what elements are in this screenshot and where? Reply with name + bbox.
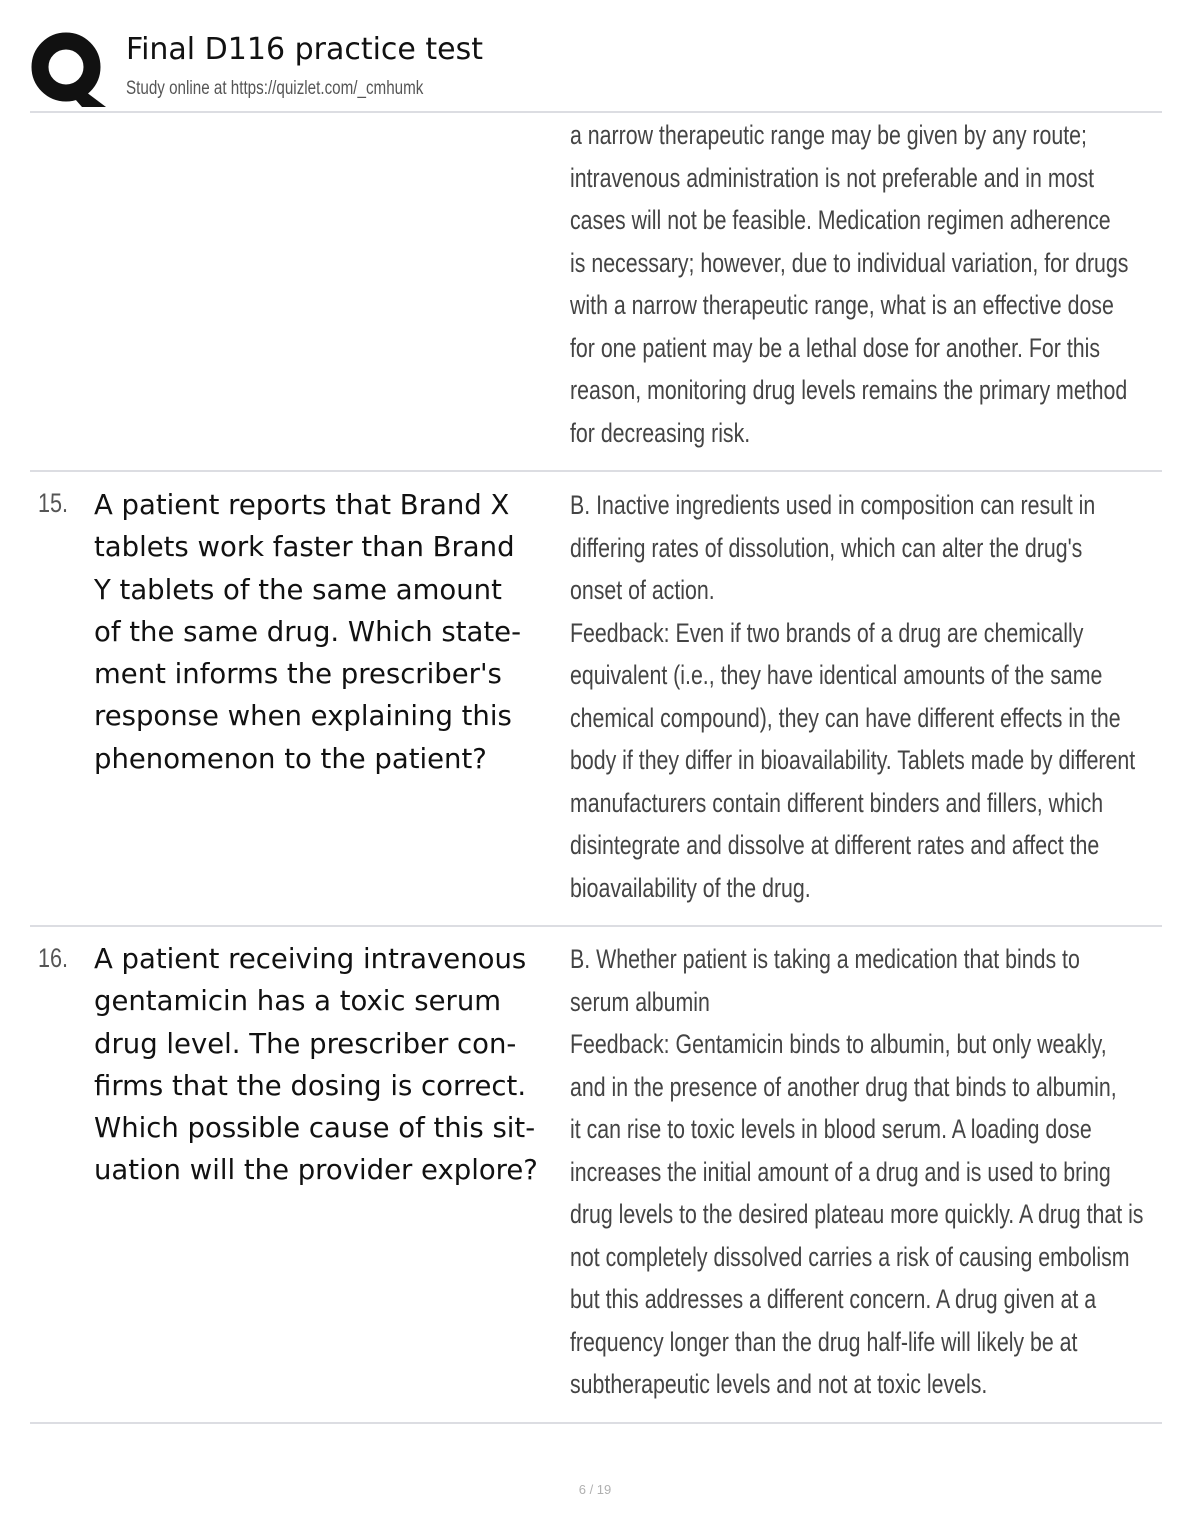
answer-line: with a narrow therapeutic range, what is an effective dose	[570, 290, 1114, 320]
divider	[30, 925, 1162, 927]
answer-line: but this addresses a different concern. A drug given at a	[570, 1284, 1097, 1314]
answer-line: for decreasing risk.	[570, 417, 751, 448]
question-line: of the same drug. Which state-	[94, 615, 522, 648]
question-number: 16.	[38, 943, 69, 973]
question-text	[94, 484, 564, 780]
answer-line: not completely dissolved carries a risk of causing embolism	[570, 1241, 1130, 1272]
question-line: phenomenon to the patient?	[94, 742, 487, 775]
question-line: ment informs the prescriber's	[94, 658, 502, 691]
quizlet-logo-icon	[30, 31, 106, 107]
question-line: Which possible cause of this sit-	[94, 1112, 536, 1145]
answer-line: it can rise to toxic levels in blood serum. A loading dose	[570, 1114, 1092, 1144]
answer-line: subtherapeutic levels and not at toxic levels.	[570, 1369, 988, 1399]
question-number: 15.	[38, 488, 69, 518]
question-line: firms that the dosing is correct.	[94, 1069, 527, 1102]
divider	[30, 1422, 1162, 1424]
answer-line: for one patient may be a lethal dose for another. For this	[570, 332, 1101, 363]
answer-text	[570, 484, 1147, 909]
question-line: A patient receiving intravenous	[94, 943, 527, 975]
answer-line: body if they differ in bioavailability. Tablets made by different	[570, 745, 1136, 775]
question-line: tablets work faster than Brand	[94, 531, 515, 564]
answer-line: a narrow therapeutic range may be given by any route;	[570, 120, 1087, 150]
answer-line: bioavailability of the drug.	[570, 872, 811, 903]
answer-line: is necessary; however, due to individual variation, for drugs	[570, 247, 1129, 278]
answer-text	[570, 938, 1147, 1406]
answer-line: intravenous administration is not preferable and in most	[570, 162, 1095, 193]
answer-line: Feedback: Gentamicin binds to albumin, but only weakly,	[570, 1029, 1107, 1059]
question-line: uation will the provider explore?	[94, 1154, 538, 1187]
document-title: Final D116 practice test	[126, 32, 484, 67]
answer-line: disintegrate and dissolve at different rates and affect the	[570, 830, 1100, 860]
answer-line: cases will not be feasible. Medication regimen adherence	[570, 205, 1111, 235]
question-line: Y tablets of the same amount	[94, 573, 502, 606]
divider	[30, 470, 1162, 472]
answer-line: reason, monitoring drug levels remains the primary method	[570, 375, 1128, 405]
answer-line: serum albumin	[570, 986, 710, 1017]
answer-line: manufacturers contain different binders and fillers, which	[570, 787, 1104, 818]
question-line: A patient reports that Brand X	[94, 489, 510, 521]
answer-line: frequency longer than the drug half-life will likely be at	[570, 1326, 1078, 1357]
answer-line: Feedback: Even if two brands of a drug are chemically	[570, 617, 1084, 648]
study-online-link[interactable]: Study online at https://quizlet.com/_cmhumk	[126, 78, 424, 99]
question-line: drug level. The prescriber con-	[94, 1027, 517, 1060]
answer-line: onset of action.	[570, 575, 715, 605]
answer-continued	[570, 114, 1147, 454]
page-header	[0, 0, 1190, 112]
answer-line: differing rates of dissolution, which can alter the drug's	[570, 532, 1083, 563]
answer-line: and in the presence of another drug that binds to albumin,	[570, 1071, 1117, 1102]
answer-line: drug levels to the desired plateau more quickly. A drug that is	[570, 1199, 1144, 1229]
answer-line: equivalent (i.e., they have identical amounts of the same	[570, 660, 1103, 690]
answer-line: chemical compound), they can have different effects in the	[570, 702, 1121, 733]
question-text	[94, 938, 564, 1192]
answer-line: B. Whether patient is taking a medication that binds to	[570, 944, 1080, 974]
answer-line: increases the initial amount of a drug and is used to bring	[570, 1156, 1111, 1187]
question-line: response when explaining this	[94, 700, 512, 733]
answer-line: B. Inactive ingredients used in composition can result in	[570, 490, 1096, 520]
divider	[30, 111, 1162, 113]
page-number: 6 / 19	[578, 1482, 612, 1497]
question-line: gentamicin has a toxic serum	[94, 985, 502, 1018]
